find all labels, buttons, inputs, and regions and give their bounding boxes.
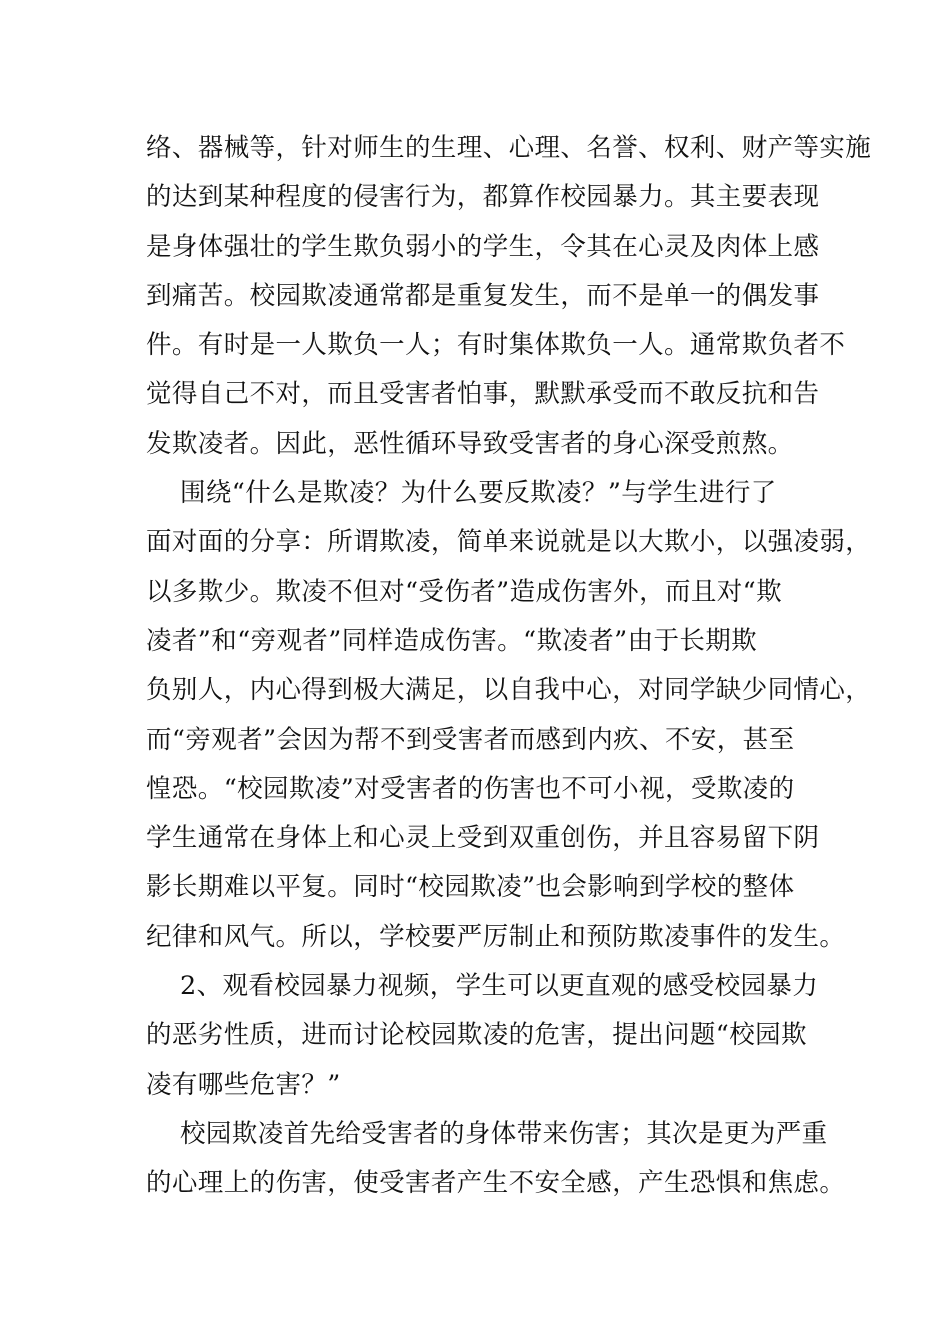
paragraph-start-line: 2、观看校园暴力视频，学生可以更直观的感受校园暴力 <box>180 971 819 1002</box>
text-line: 以多欺少。欺凌不但对“受伤者”造成伤害外，而且对“欺 <box>146 576 783 607</box>
text-line: 是身体强壮的学生欺负弱小的学生，令其在心灵及肉体上感 <box>146 231 820 262</box>
text-line: 觉得自己不对，而且受害者怕事，默默承受而不敢反抗和告 <box>146 379 820 410</box>
text-line: 凌有哪些危害？” <box>146 1069 341 1100</box>
paragraph-start-line: 校园欺凌首先给受害者的身体带来伤害；其次是更为严重 <box>180 1118 828 1149</box>
text-line: 而“旁观者”会因为帮不到受害者而感到内疚、不安，甚至 <box>146 724 795 755</box>
text-line: 负别人，内心得到极大满足，以自我中心，对同学缺少同情心， <box>146 675 872 706</box>
text-line: 纪律和风气。所以，学校要严厉制止和预防欺凌事件的发生。 <box>146 921 846 952</box>
body-text <box>146 124 872 1209</box>
text-line: 发欺凌者。因此，恶性循环导致受害者的身心深受煎熬。 <box>146 428 794 459</box>
text-line: 的心理上的伤害，使受害者产生不安全感，产生恐惧和焦虑。 <box>146 1168 846 1199</box>
text-line: 到痛苦。校园欺凌通常都是重复发生，而不是单一的偶发事 <box>146 280 820 311</box>
text-line: 面对面的分享：所谓欺凌，简单来说就是以大欺小，以强凌弱， <box>146 527 872 558</box>
text-line: 的达到某种程度的侵害行为，都算作校园暴力。其主要表现 <box>146 182 820 213</box>
text-line: 件。有时是一人欺负一人；有时集体欺负一人。通常欺负者不 <box>146 330 846 361</box>
text-line: 影长期难以平复。同时“校园欺凌”也会影响到学校的整体 <box>146 872 795 903</box>
text-line: 络、器械等，针对师生的生理、心理、名誉、权利、财产等实施 <box>146 133 872 163</box>
paragraph-start-line: 围绕“什么是欺凌？为什么要反欺凌？”与学生进行了 <box>180 478 777 509</box>
text-line: 学生通常在身体上和心灵上受到双重创伤，并且容易留下阴 <box>146 823 820 854</box>
text-line: 惶恐。“校园欺凌”对受害者的伤害也不可小视，受欺凌的 <box>146 773 795 804</box>
text-line: 的恶劣性质，进而讨论校园欺凌的危害，提出问题“校园欺 <box>146 1020 807 1051</box>
text-line: 凌者”和“旁观者”同样造成伤害。“欺凌者”由于长期欺 <box>146 625 758 656</box>
